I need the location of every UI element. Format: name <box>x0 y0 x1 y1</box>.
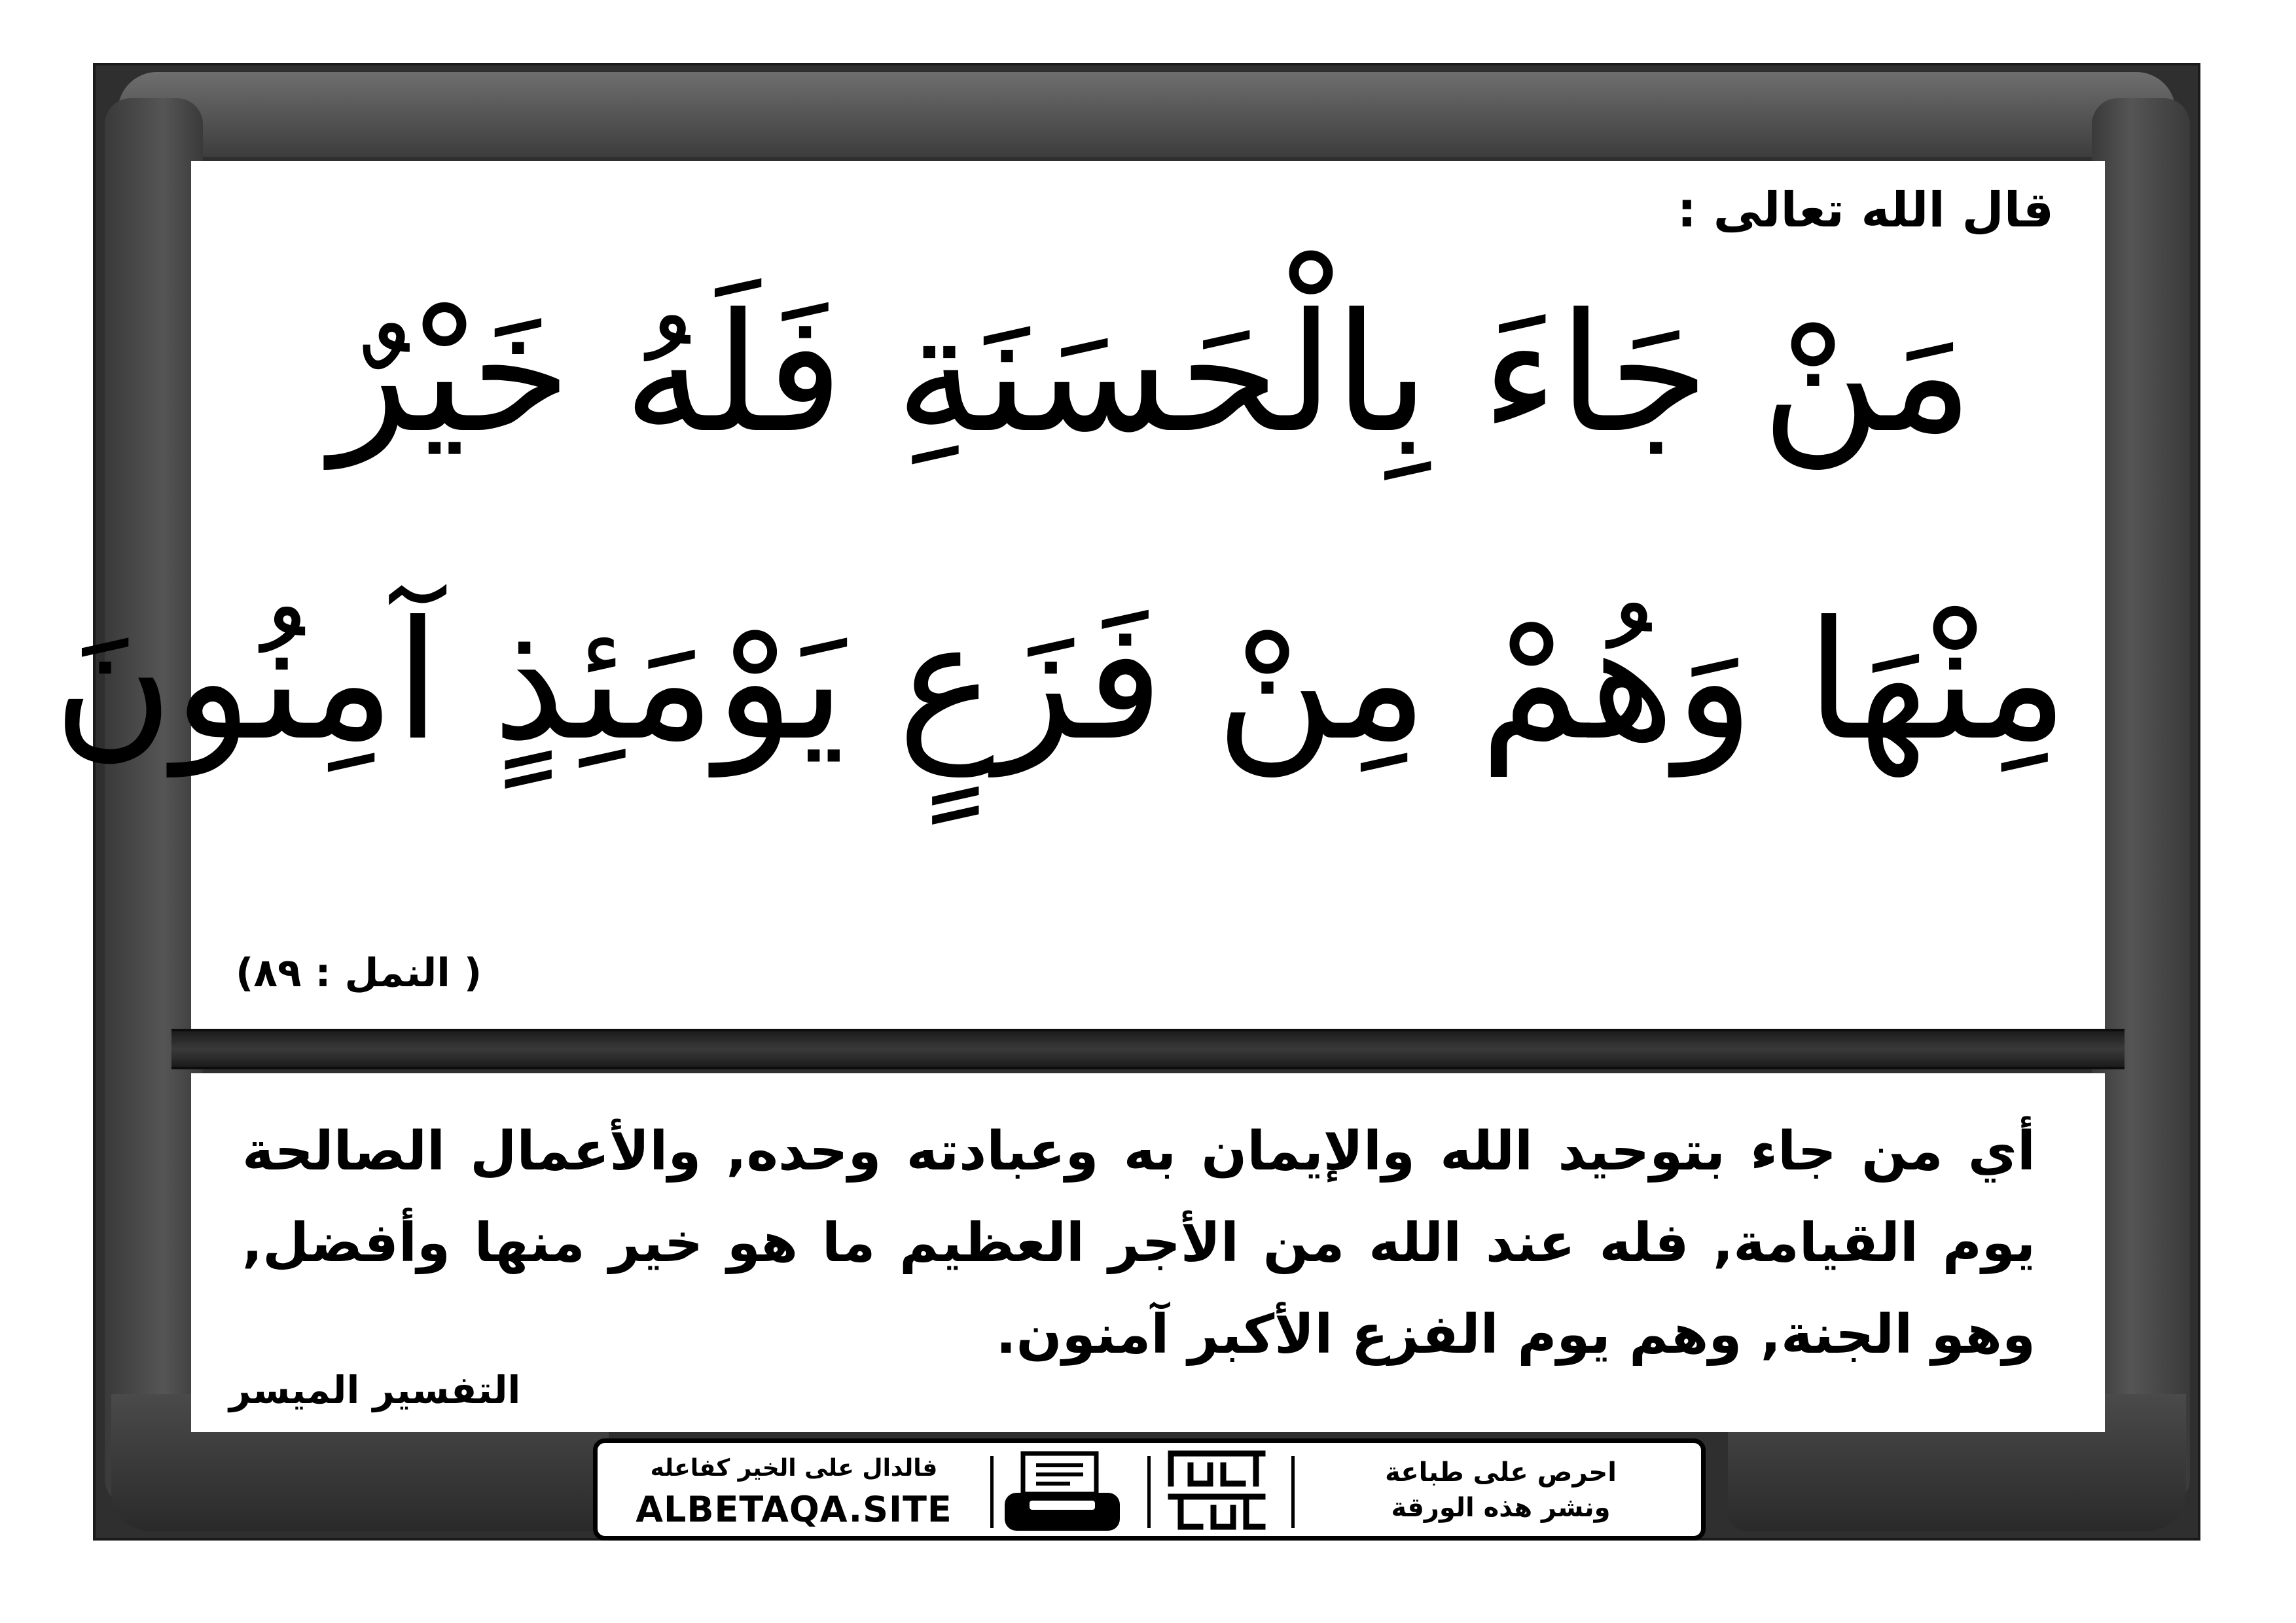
footer-slogan: فالدال على الخير كفاعله <box>650 1455 938 1482</box>
footer-divider <box>990 1456 994 1528</box>
panel-divider <box>171 1029 2125 1069</box>
footer-print-line-2: ونشر هذه الورقة <box>1391 1493 1611 1523</box>
printer-icon <box>998 1450 1129 1535</box>
verse-reference: ( النمل : ٨٩) <box>236 950 482 996</box>
footer-banner <box>593 1438 1706 1541</box>
tafsir-source: التفسير الميسر <box>229 1368 521 1412</box>
footer-site-block <box>598 1443 990 1536</box>
dawah-logo-icon <box>1164 1446 1269 1535</box>
verse-line-2: مِنْهَا وَهُمْ مِنْ فَزَعٍ يَوْمَئِذٍ آمِنُونَ <box>53 586 2068 776</box>
tafsir-text: أي من جاء بتوحيد الله والإيمان به وعبادته وحده, والأعمال الصالحة يوم القيامة, فله عند الله من الأجر العظيم ما هو خير منها وأفضل, وهو الجنة, وهم يوم الفزع الأكبر آمنون. <box>242 1120 2036 1366</box>
frame-bevel-left <box>105 98 203 1505</box>
footer-print-line-1: احرص على طباعة <box>1385 1457 1617 1488</box>
footer-divider <box>1291 1456 1295 1528</box>
frame-bevel-top <box>118 72 2176 157</box>
footer-site-link[interactable]: ALBETAQA.SITE <box>636 1489 952 1530</box>
footer-print-block <box>1304 1443 1697 1536</box>
footer-divider <box>1147 1456 1151 1528</box>
verse-line-1: مَنْ جَاءَ بِالْحَسَنَةِ فَلَهُ خَيْرٌ <box>330 278 1974 469</box>
verse-intro: قال الله تعالى : <box>1677 182 2054 238</box>
frame-bevel-right <box>2092 98 2190 1505</box>
